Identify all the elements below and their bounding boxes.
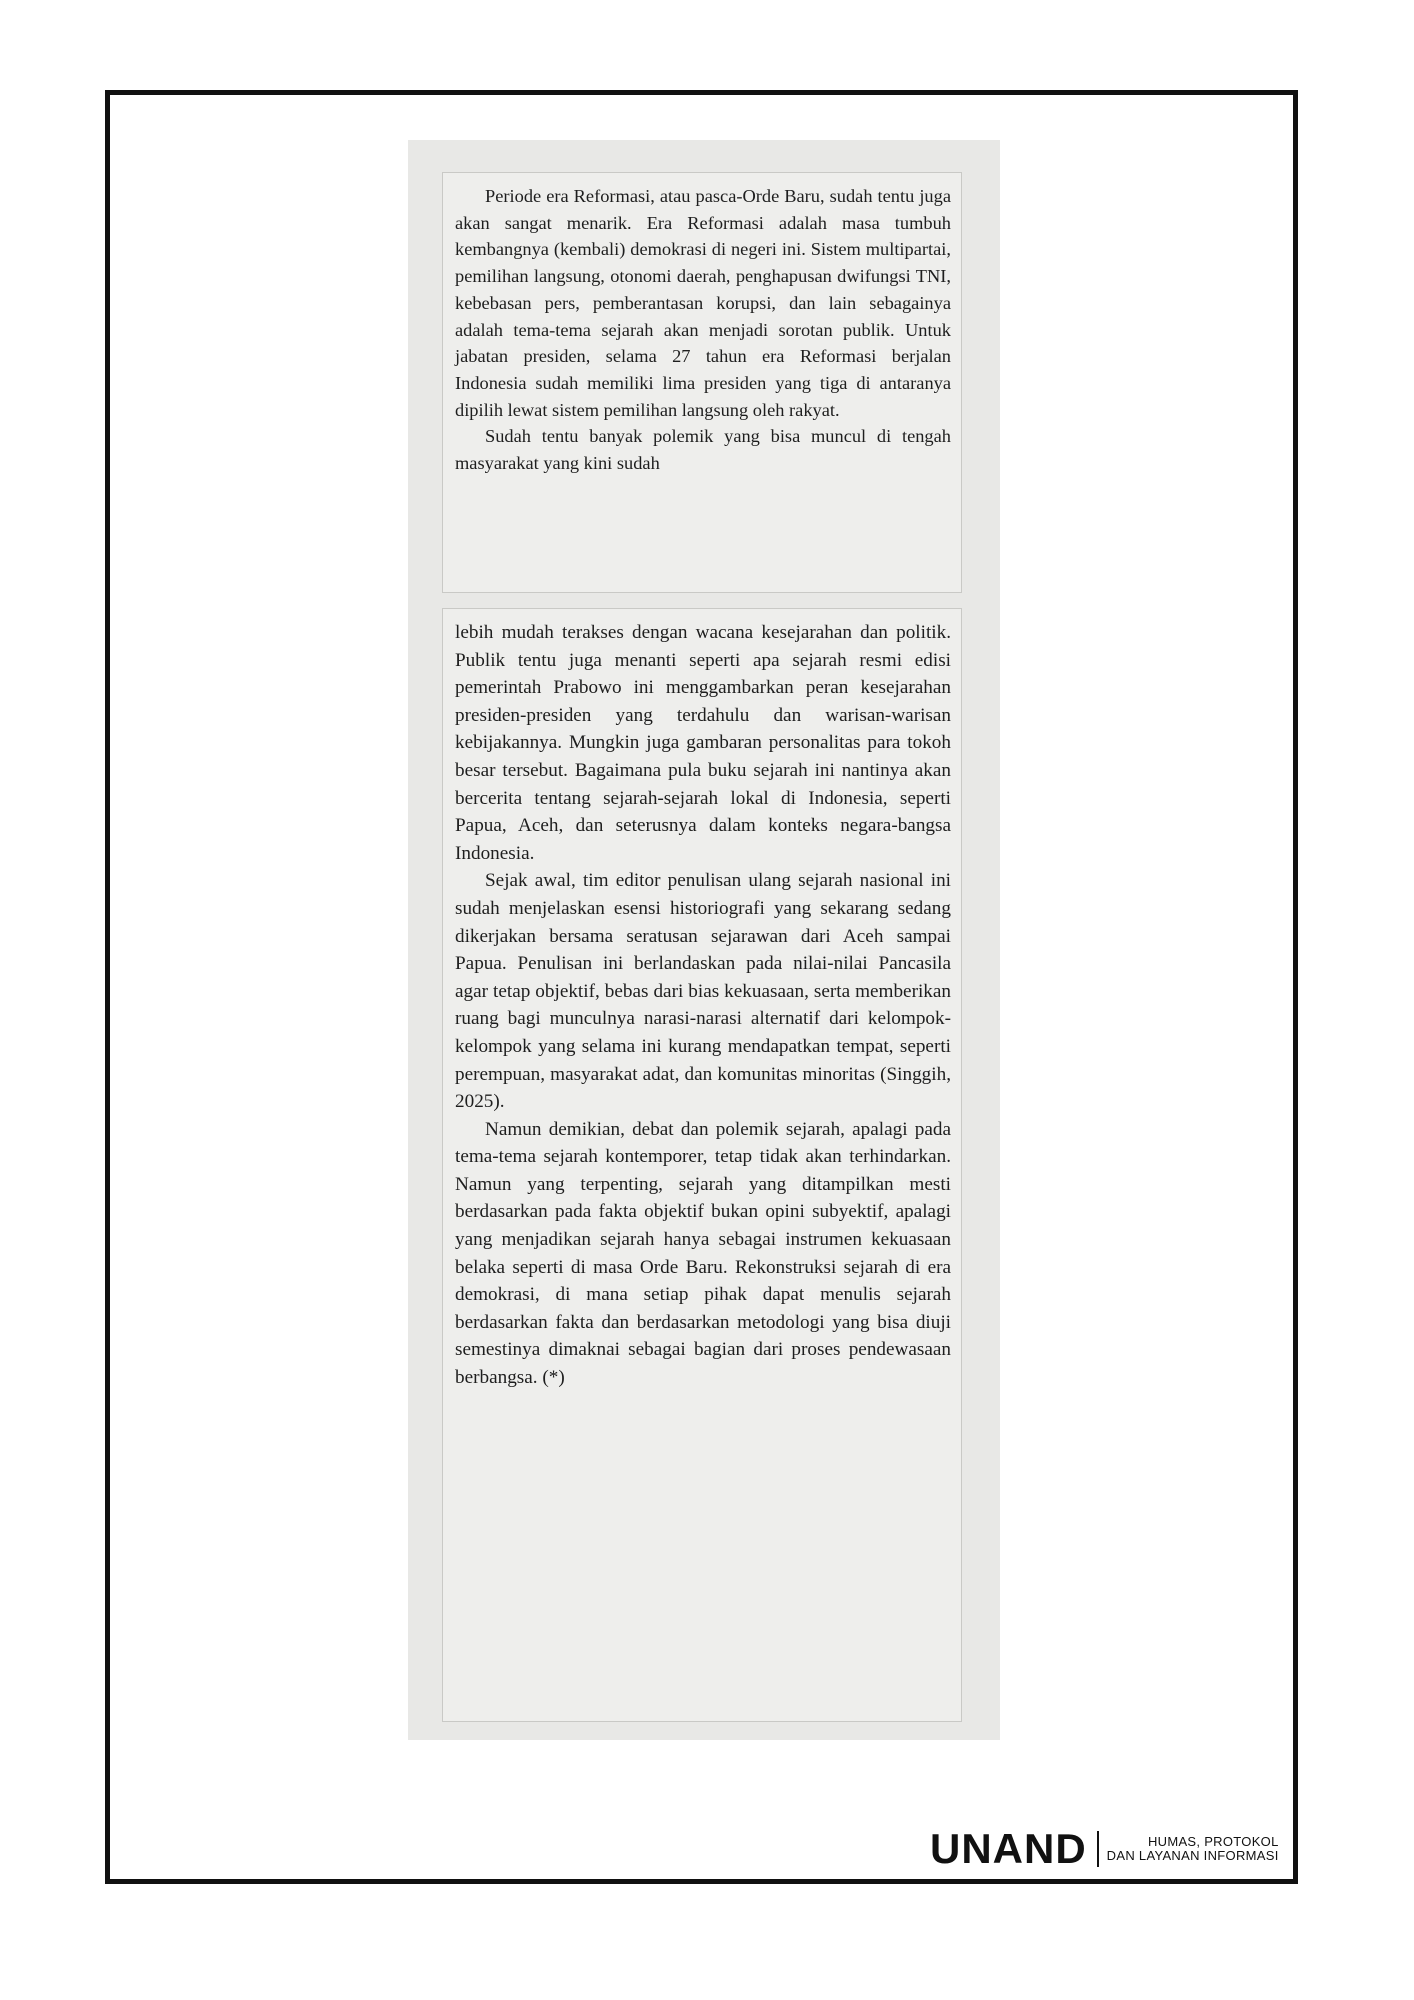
logo-subtitle-line2: DAN LAYANAN INFORMASI	[1106, 1848, 1279, 1863]
logo-divider	[1097, 1831, 1099, 1867]
article-paragraph: lebih mudah terakses dengan wacana kesejarahan dan politik. Publik tentu juga menanti seperti apa sejarah resmi edisi pemerintah Prabowo ini menggambarkan peran kesejarahan presiden-presiden yang terdahulu dan warisan-warisan kebijakannya. Mungkin juga gambaran personalitas para tokoh besar tersebut. Bagaimana pula buku sejarah ini nantinya akan bercerita tentang sejarah-sejarah lokal di Indonesia, seperti Papua, Aceh, dan seterusnya dalam konteks negara-bangsa Indonesia.	[455, 622, 951, 864]
article-paragraph: Namun demikian, debat dan polemik sejarah, apalagi pada tema-tema sejarah kontemporer, tetap tidak akan terhindarkan. Namun yang terpenting, sejarah yang ditampilkan mesti berdasarkan pada fakta objektif bukan opini subyektif, apalagi yang menjadikan sejarah hanya sebagai instrumen kekuasaan belaka seperti di masa Orde Baru. Rekonstruksi sejarah di era demokrasi, di mana setiap pihak dapat menulis sejarah berdasarkan fakta dan berdasarkan metodologi yang bisa diuji semestinya dimaknai sebagai bagian dari proses pendewasaan berbangsa. (*)	[455, 1118, 951, 1389]
newspaper-clipping	[408, 140, 1000, 1740]
article-paragraph: Periode era Reformasi, atau pasca-Orde Baru, sudah tentu juga akan sangat menarik. Era Reformasi adalah masa tumbuh kembangnya (kembali) demokrasi di negeri ini. Sistem multipartai, pemilihan langsung, otonomi daerah, penghapusan dwifungsi TNI, kebebasan pers, pemberantasan korupsi, dan lain sebagainya adalah tema-tema sejarah akan menjadi sorotan publik. Untuk jabatan presiden, selama 27 tahun era Reformasi berjalan Indonesia sudah memiliki lima presiden yang tiga di antaranya dipilih lewat sistem pemilihan langsung oleh rakyat.	[455, 186, 951, 420]
logo-wordmark: UNAND	[930, 1825, 1087, 1872]
article-paragraph: Sejak awal, tim editor penulisan ulang sejarah nasional ini sudah menjelaskan esensi historiografi yang sekarang sedang dikerjakan bersama seratusan sejarawan dari Aceh sampai Papua. Penulisan ini berlandaskan pada nilai-nilai Pancasila agar tetap objektif, bebas dari bias kekuasaan, serta memberikan ruang bagi munculnya narasi-narasi alternatif dari kelompok-kelompok yang selama ini kurang mendapatkan tempat, seperti perempuan, masyarakat adat, dan komunitas minoritas (Singgih, 2025).	[455, 870, 951, 1113]
logo-subtitle-line1: HUMAS, PROTOKOL	[1147, 1834, 1279, 1849]
clipping-bottom-column	[442, 608, 962, 1722]
article-paragraph: Sudah tentu banyak polemik yang bisa muncul di tengah masyarakat yang kini sudah	[455, 426, 951, 474]
clipping-top-column	[442, 172, 962, 593]
unand-logo	[930, 1826, 1279, 1872]
logo-subtitle	[1107, 1835, 1279, 1863]
